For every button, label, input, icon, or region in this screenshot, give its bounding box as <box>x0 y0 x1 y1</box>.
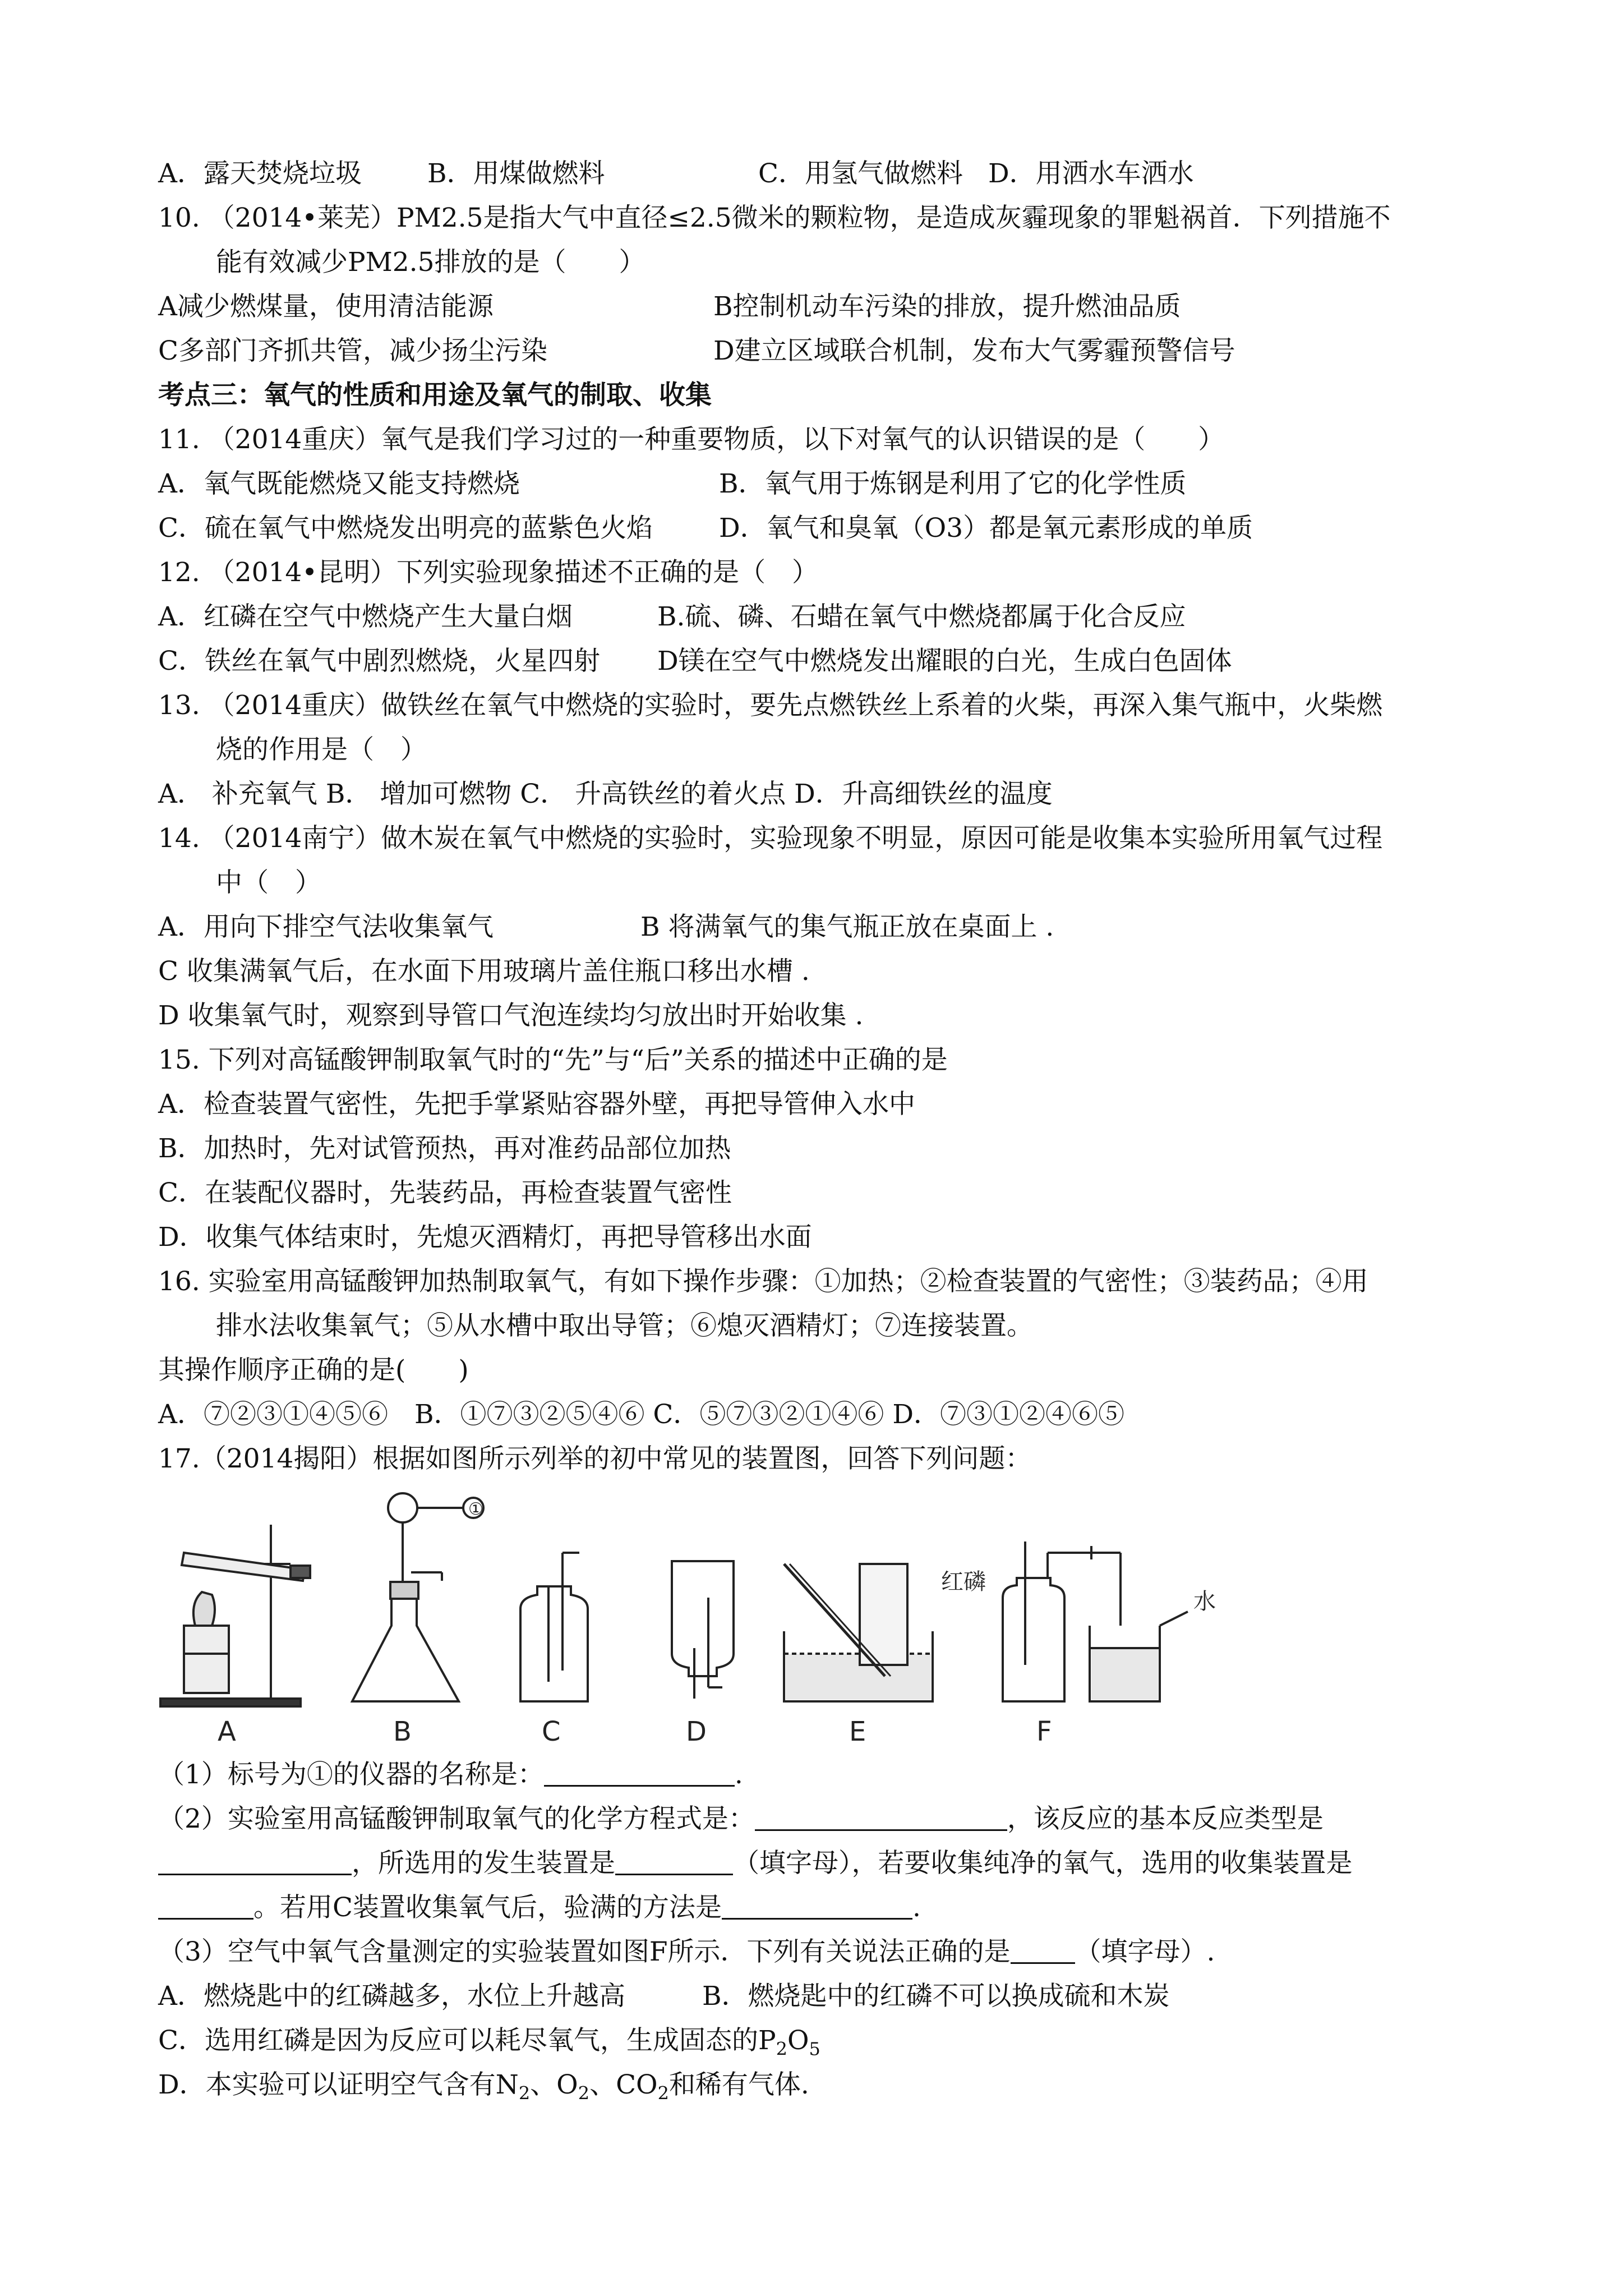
subscript: 5 <box>809 2038 820 2060</box>
apparatus-b <box>352 1493 483 1747</box>
q11-option-a: A．氧气既能燃烧又能支持燃烧 <box>158 468 520 499</box>
apparatus-figure <box>158 1485 1493 1749</box>
figure-text-water: 水 <box>1193 1589 1216 1614</box>
worksheet-page <box>158 151 1493 2107</box>
apparatus-c <box>520 1553 588 1747</box>
figure-label-c: C <box>542 1716 561 1747</box>
q14-stem-line1: 14. （2014南宁）做木炭在氧气中燃烧的实验时，实验现象不明显，原因可能是收集本实验所用氧气过程 <box>158 823 1383 854</box>
figure-label-f: F <box>1036 1716 1052 1747</box>
q16-stem-line1: 16. 实验室用高锰酸钾加热制取氧气，有如下操作步骤：①加热；②检查装置的气密性；③装药品；④用 <box>158 1266 1368 1297</box>
q17-part3-option-b: B．燃烧匙中的红磷不可以换成硫和木炭 <box>702 1981 1170 2012</box>
q17-part3-option-d <box>158 2063 1493 2107</box>
q17-part3-option-a: A．燃烧匙中的红磷越多，水位上升越高 <box>158 1981 625 2012</box>
q17-part2-text2-end: （填字母），若要收集纯净的氧气，选用的收集装置是 <box>733 1848 1353 1879</box>
q10-options-row2 <box>158 329 1493 373</box>
q11-options-row1 <box>158 462 1493 506</box>
q17-part2-text1-end: ，该反应的基本反应类型是 <box>1007 1803 1324 1834</box>
q10-option-b: B控制机动车污染的排放，提升燃油品质 <box>713 291 1181 322</box>
q11-stem: 11. （2014重庆）氧气是我们学习过的一种重要物质，以下对氧气的认识错误的是（ ） <box>158 424 1225 455</box>
q12-option-c: C．铁丝在氧气中剧烈燃烧，火星四射 <box>158 646 600 677</box>
subscript: 2 <box>776 2038 787 2060</box>
q17-part3-option-d-o: 、O <box>530 2069 578 2100</box>
subscript: 2 <box>657 2082 669 2104</box>
q14-option-b: B 将满氧气的集气瓶正放在桌面上 . <box>640 912 1054 942</box>
subscript: 2 <box>578 2082 590 2104</box>
q11-option-b: B．氧气用于炼钢是利用了它的化学性质 <box>719 468 1187 499</box>
q12-option-a: A．红磷在空气中燃烧产生大量白烟 <box>158 601 573 632</box>
q17-part3-option-d-text: D．本实验可以证明空气含有N <box>158 2069 519 2100</box>
q15-option-b: B．加热时，先对试管预热，再对准药品部位加热 <box>158 1133 731 1164</box>
q10-option-a: A减少燃煤量，使用清洁能源 <box>158 291 494 322</box>
q14-options-row1 <box>158 905 1493 949</box>
q17-part3-option-c-text: C．选用红磷是因为反应可以耗尽氧气，生成固态的P <box>158 2025 776 2056</box>
q15-option-d: D．收集气体结束时，先熄灭酒精灯，再把导管移出水面 <box>158 1222 812 1253</box>
q17-check-full-blank[interactable] <box>722 1892 912 1920</box>
q14-option-d: D 收集氧气时，观察到导管口气泡连续均匀放出时开始收集 . <box>158 1000 864 1031</box>
q12-option-d: D镁在空气中燃烧发出耀眼的白光，生成白色固体 <box>657 646 1232 677</box>
q17-part3-options-row1 <box>158 1974 1493 2018</box>
q15-option-c: C．在装配仪器时，先装药品，再检查装置气密性 <box>158 1177 732 1208</box>
q17-part3-option-d-end: 和稀有气体. <box>668 2069 809 2100</box>
section-title: 考点三：氧气的性质和用途及氧气的制取、收集 <box>158 380 712 411</box>
q17-part2-line2 <box>158 1841 1493 1885</box>
q17-stem: 17.（2014揭阳）根据如图所示列举的初中常见的装置图，回答下列问题： <box>158 1443 1032 1474</box>
figure-label-b: B <box>393 1716 412 1747</box>
q9-options <box>158 151 1493 196</box>
subscript: 2 <box>518 2082 531 2104</box>
q17-part1 <box>158 1752 1493 1797</box>
apparatus-a <box>160 1525 310 1706</box>
apparatus-d <box>672 1561 734 1747</box>
q10-option-c: C多部门齐抓共管，减少扬尘污染 <box>158 335 547 366</box>
q17-part1-answer-blank[interactable] <box>544 1759 735 1787</box>
q9-option-b: B．用煤做燃料 <box>427 158 605 189</box>
q17-part2-text3-end: . <box>912 1892 921 1923</box>
q17-part2-line3 <box>158 1885 1493 1930</box>
q9-option-d: D．用洒水车洒水 <box>988 158 1194 189</box>
q17-part1-end: . <box>734 1759 743 1790</box>
q9-option-c: C．用氢气做燃料 <box>758 158 963 189</box>
q17-part2-text2-mid: ，所选用的发生装置是 <box>352 1848 615 1879</box>
apparatus-f <box>941 1542 1216 1747</box>
figure-text-red-phosphorus: 红磷 <box>941 1569 986 1595</box>
q17-part2-text3-mid: 。若用C装置收集氧气后，验满的方法是 <box>253 1892 722 1923</box>
q13-stem-line2: 烧的作用是（ ） <box>216 734 427 765</box>
q13-options: A． 补充氧气 B． 增加可燃物 C． 升高铁丝的着火点 D．升高细铁丝的温度 <box>158 779 1053 809</box>
q16-stem-line2: 排水法收集氧气；⑤从水槽中取出导管；⑥熄灭酒精灯；⑦连接装置。 <box>216 1310 1033 1341</box>
figure-label-e: E <box>849 1716 866 1747</box>
q10-options-row1 <box>158 284 1493 329</box>
q14-stem-line2: 中（ ） <box>216 867 321 898</box>
apparatus-diagram <box>156 1485 1300 1749</box>
figure-label-d: D <box>686 1716 707 1747</box>
q12-options-row2 <box>158 639 1493 683</box>
q17-part3-option-d-co: 、CO <box>589 2069 658 2100</box>
q14-option-a: A．用向下排空气法收集氧气 <box>158 912 494 942</box>
q15-stem: 15. 下列对高锰酸钾制取氧气时的“先”与“后”关系的描述中正确的是 <box>158 1045 948 1075</box>
figure-marker-1: ① <box>468 1499 483 1519</box>
q15-option-a: A．检查装置气密性，先把手掌紧贴容器外壁，再把导管伸入水中 <box>158 1089 915 1120</box>
q17-equation-blank[interactable] <box>755 1803 1007 1831</box>
q13-stem-line1: 13. （2014重庆）做铁丝在氧气中燃烧的实验时，要先点燃铁丝上系着的火柴，再深入集气瓶中，火柴燃 <box>158 690 1383 721</box>
q12-stem: 12. （2014•昆明）下列实验现象描述不正确的是（ ） <box>158 557 819 588</box>
q10-stem-line2: 能有效减少PM2.5排放的是（ ） <box>216 247 645 278</box>
q10-option-d: D建立区域联合机制，发布大气雾霾预警信号 <box>713 335 1235 366</box>
q17-part3-option-c-o: O <box>787 2025 809 2056</box>
q10-stem-line1: 10. （2014•莱芜）PM2.5是指大气中直径≤2.5微米的颗粒物，是造成灰霾现象的罪魁祸首．下列措施不 <box>158 203 1391 233</box>
q12-option-b: B.硫、磷、石蜡在氧气中燃烧都属于化合反应 <box>657 601 1186 632</box>
q17-generator-blank[interactable] <box>615 1848 733 1875</box>
q17-reaction-type-blank[interactable] <box>158 1848 352 1875</box>
q17-part3 <box>158 1930 1493 1974</box>
q11-option-d: D．氧气和臭氧（O3）都是氧元素形成的单质 <box>719 513 1253 544</box>
q16-stem-line3: 其操作顺序正确的是( ) <box>158 1355 469 1386</box>
q11-options-row2 <box>158 506 1493 550</box>
q17-part3-end: （填字母）. <box>1075 1936 1215 1967</box>
q17-part2-text1: （2）实验室用高锰酸钾制取氧气的化学方程式是： <box>158 1803 755 1834</box>
q14-option-c: C 收集满氧气后，在水面下用玻璃片盖住瓶口移出水槽 . <box>158 956 810 987</box>
q17-part2-line1 <box>158 1797 1493 1841</box>
q17-part3-option-c <box>158 2018 1493 2063</box>
q17-part1-text: （1）标号为①的仪器的名称是： <box>158 1759 544 1790</box>
figure-label-a: A <box>218 1716 236 1747</box>
q16-options: A．⑦②③①④⑤⑥ B．①⑦③②⑤④⑥ C．⑤⑦③②①④⑥ D．⑦③①②④⑥⑤ <box>158 1399 1125 1430</box>
q17-part3-answer-blank[interactable] <box>1011 1936 1075 1964</box>
q17-part3-text: （3）空气中氧气含量测定的实验装置如图F所示．下列有关说法正确的是 <box>158 1936 1011 1967</box>
q17-collector-blank[interactable] <box>158 1892 253 1920</box>
apparatus-e <box>784 1564 933 1747</box>
q12-options-row1 <box>158 595 1493 639</box>
q9-option-a: A．露天焚烧垃圾 <box>158 158 362 189</box>
q11-option-c: C．硫在氧气中燃烧发出明亮的蓝紫色火焰 <box>158 513 653 544</box>
